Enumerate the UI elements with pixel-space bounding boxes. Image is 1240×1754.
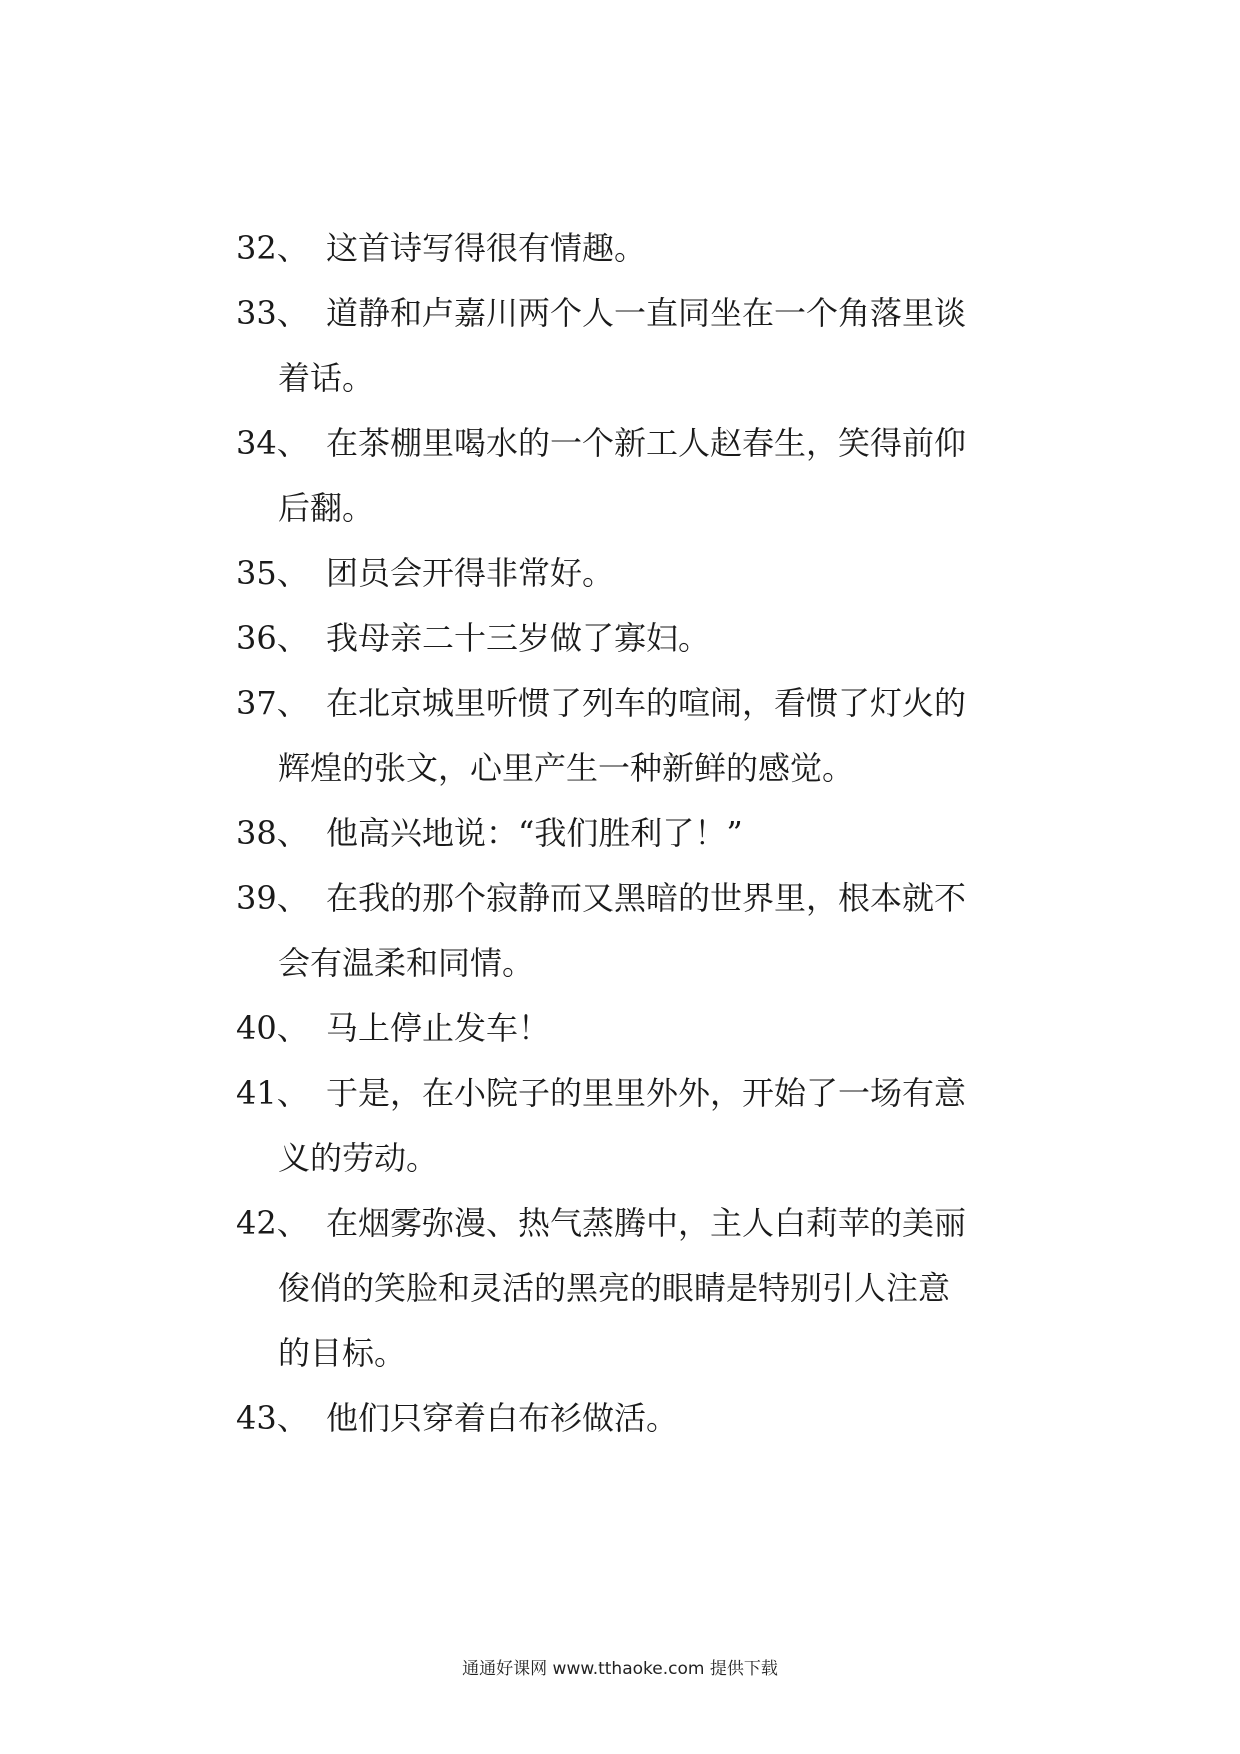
list-item	[236, 216, 1016, 281]
item-text: 他高兴地说：“我们胜利了！”	[326, 814, 743, 852]
item-text-continuation: 的目标。	[278, 1334, 407, 1372]
item-text: 于是，在小院子的里里外外，开始了一场有意	[326, 1074, 967, 1112]
list-item	[236, 996, 1016, 1061]
item-number: 39、	[236, 879, 309, 917]
item-text: 道静和卢嘉川两个人一直同坐在一个角落里谈	[326, 294, 967, 332]
item-text: 在北京城里听惯了列车的喧闹，看惯了灯火的	[326, 684, 967, 722]
item-text-continuation: 俊俏的笑脸和灵活的黑亮的眼睛是特别引人注意	[278, 1269, 951, 1307]
item-number: 38、	[236, 814, 309, 852]
item-number: 40、	[236, 1009, 309, 1047]
list-item	[236, 1061, 1016, 1191]
item-number: 37、	[236, 684, 309, 722]
item-number: 33、	[236, 294, 309, 332]
list-item	[236, 866, 1016, 996]
list-item	[236, 1386, 1016, 1451]
item-text: 马上停止发车！	[326, 1009, 551, 1047]
item-text-continuation: 着话。	[278, 359, 375, 397]
item-text: 他们只穿着白布衫做活。	[326, 1399, 679, 1437]
item-number: 34、	[236, 424, 309, 462]
item-number: 41、	[236, 1074, 309, 1112]
page-footer: 通通好课网 www.tthaoke.com 提供下载	[462, 1659, 778, 1679]
item-text: 在我的那个寂静而又黑暗的世界里，根本就不	[326, 879, 967, 917]
item-text-continuation: 义的劳动。	[278, 1139, 439, 1177]
item-number: 42、	[236, 1204, 309, 1242]
sentence-list	[236, 216, 1016, 1451]
item-number: 43、	[236, 1399, 309, 1437]
item-text: 团员会开得非常好。	[326, 554, 615, 592]
item-number: 36、	[236, 619, 309, 657]
item-text-continuation: 会有温柔和同情。	[278, 944, 535, 982]
list-item	[236, 411, 1016, 541]
list-item	[236, 281, 1016, 411]
list-item	[236, 1191, 1016, 1386]
item-number: 32、	[236, 229, 309, 267]
item-text: 这首诗写得很有情趣。	[326, 229, 647, 267]
item-text-continuation: 辉煌的张文，心里产生一种新鲜的感觉。	[278, 749, 855, 787]
list-item	[236, 541, 1016, 606]
list-item	[236, 606, 1016, 671]
item-text: 在茶棚里喝水的一个新工人赵春生，笑得前仰	[326, 424, 967, 462]
item-text: 在烟雾弥漫、热气蒸腾中，主人白莉苹的美丽	[326, 1204, 967, 1242]
item-text-continuation: 后翻。	[278, 489, 375, 527]
list-item	[236, 671, 1016, 801]
item-text: 我母亲二十三岁做了寡妇。	[326, 619, 711, 657]
list-item	[236, 801, 1016, 866]
item-number: 35、	[236, 554, 309, 592]
